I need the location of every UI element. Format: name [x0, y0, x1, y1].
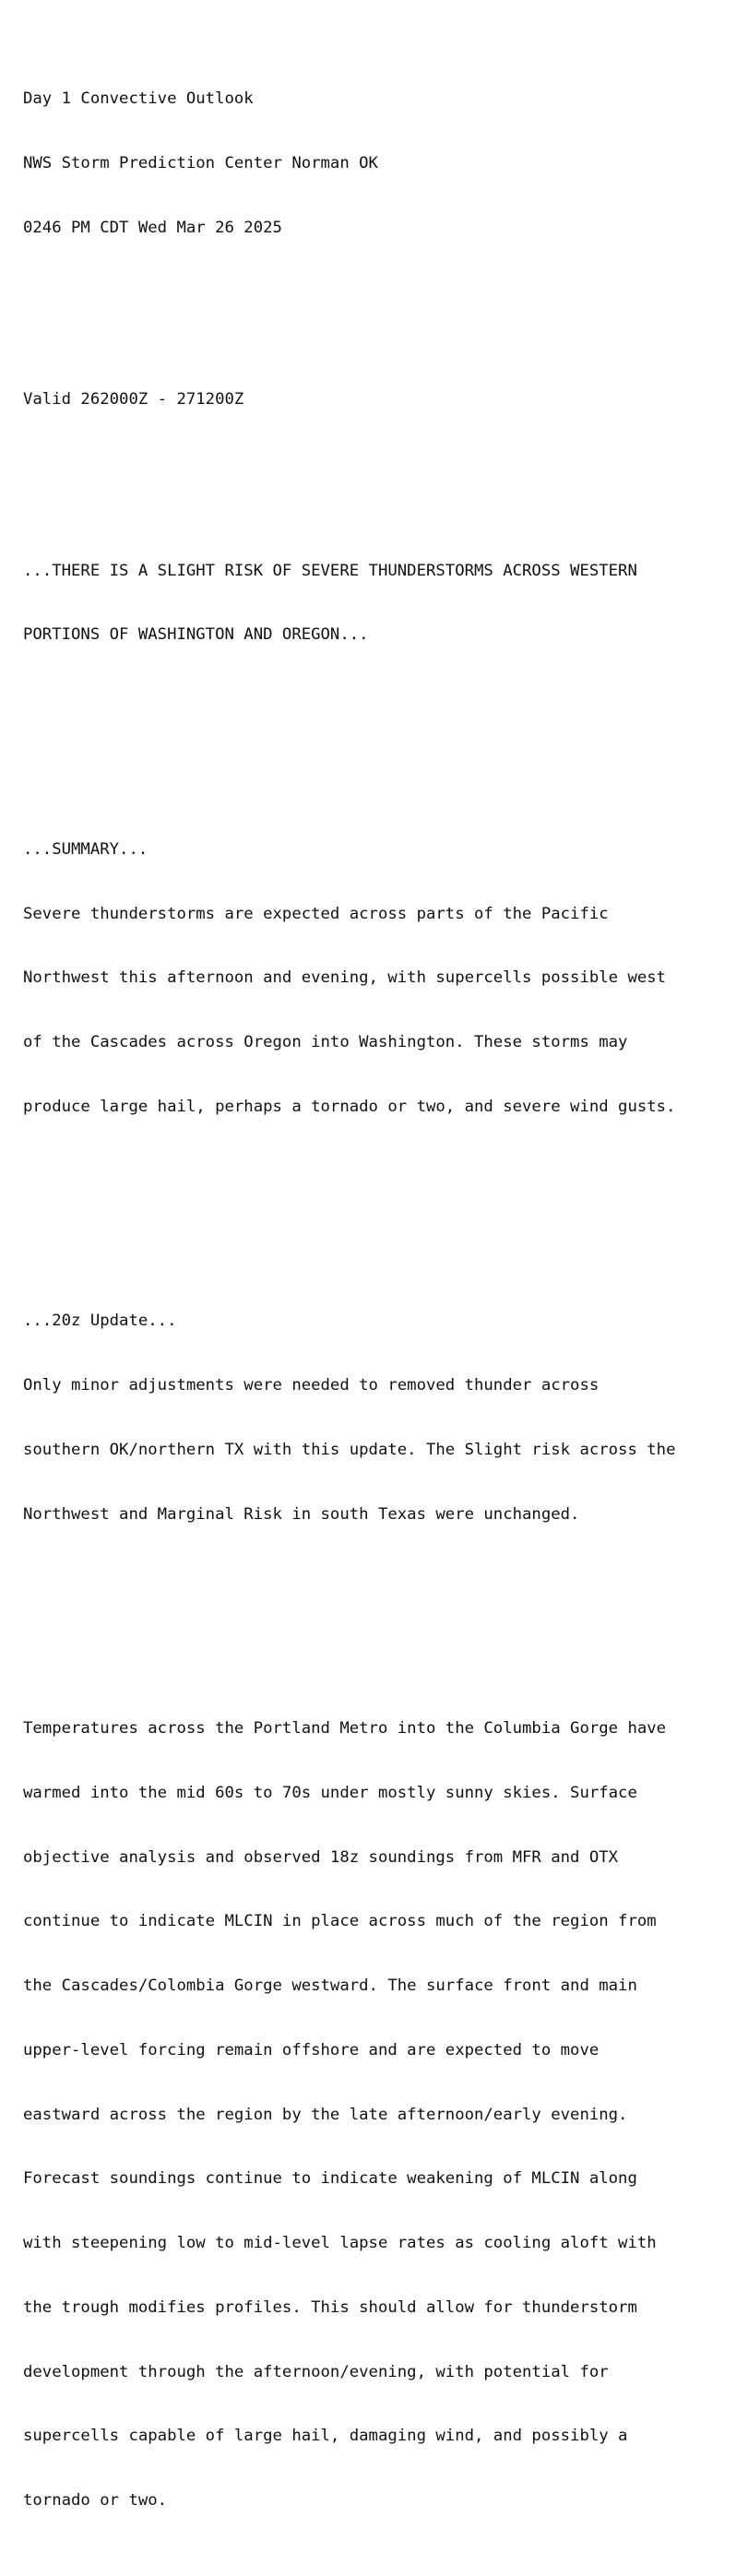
valid-period: Valid 262000Z - 271200Z — [23, 389, 244, 409]
summary-heading: ...SUMMARY... — [23, 839, 148, 859]
update-heading: ...20z Update... — [23, 1312, 177, 1331]
headline-line: ...THERE IS A SLIGHT RISK OF SEVERE THUNDERSTORMS ACROSS WESTERN — [23, 561, 637, 580]
outlook-title: Day 1 Convective Outlook — [23, 89, 254, 108]
spacer — [23, 1611, 742, 1632]
outlook-document — [23, 3, 742, 2576]
update-line: Only minor adjustments were needed to removed thunder across — [23, 1376, 600, 1395]
headline-line: PORTIONS OF WASHINGTON AND OREGON... — [23, 625, 369, 645]
discussion-line: development through the afternoon/evening, with potential for — [23, 2362, 609, 2381]
update-line: Northwest and Marginal Risk in south Texas were unchanged. — [23, 1504, 580, 1524]
discussion-line: tornado or two. — [23, 2491, 168, 2510]
issue-time: 0246 PM CDT Wed Mar 26 2025 — [23, 218, 282, 237]
discussion-line: upper-level forcing remain offshore and are expected to move — [23, 2040, 600, 2060]
discussion-line: warmed into the mid 60s to 70s under mostly sunny skies. Surface — [23, 1783, 637, 1802]
discussion-line: the trough modifies profiles. This should allow for thunderstorm — [23, 2297, 637, 2317]
summary-line: of the Cascades across Oregon into Washington. These storms may — [23, 1033, 628, 1051]
summary-line: Northwest this afternoon and evening, with supercells possible west — [23, 968, 667, 988]
discussion-line: objective analysis and observed 18z soundings from MFR and OTX — [23, 1847, 619, 1867]
issuing-office: NWS Storm Prediction Center Norman OK — [23, 153, 378, 172]
discussion-line: supercells capable of large hail, damaging wind, and possibly a — [23, 2427, 628, 2446]
discussion-line: continue to indicate MLCIN in place across much of the region from — [23, 1912, 657, 1931]
summary-section — [23, 796, 742, 1160]
spacer — [23, 1204, 742, 1225]
header-block — [23, 46, 742, 282]
update-line: southern OK/northern TX with this update. The Slight risk across the — [23, 1440, 676, 1459]
discussion-line: Temperatures across the Portland Metro into the Columbia Gorge have — [23, 1719, 667, 1738]
spacer — [23, 732, 742, 754]
headline-block — [23, 517, 742, 689]
spacer — [23, 453, 742, 474]
update-section — [23, 1268, 742, 1569]
summary-line: Severe thunderstorms are expected across parts of the Pacific — [23, 904, 609, 923]
discussion-section — [23, 1676, 742, 2555]
summary-line: produce large hail, perhaps a tornado or two, and severe wind gusts. — [23, 1097, 676, 1116]
discussion-line: Forecast soundings continue to indicate weakening of MLCIN along — [23, 2169, 637, 2189]
discussion-line: the Cascades/Colombia Gorge westward. The surface front and main — [23, 1977, 637, 1995]
discussion-line: with steepening low to mid-level lapse rates as cooling aloft with — [23, 2234, 657, 2252]
discussion-line: eastward across the region by the late afternoon/early evening. — [23, 2105, 628, 2124]
spacer — [23, 325, 742, 346]
